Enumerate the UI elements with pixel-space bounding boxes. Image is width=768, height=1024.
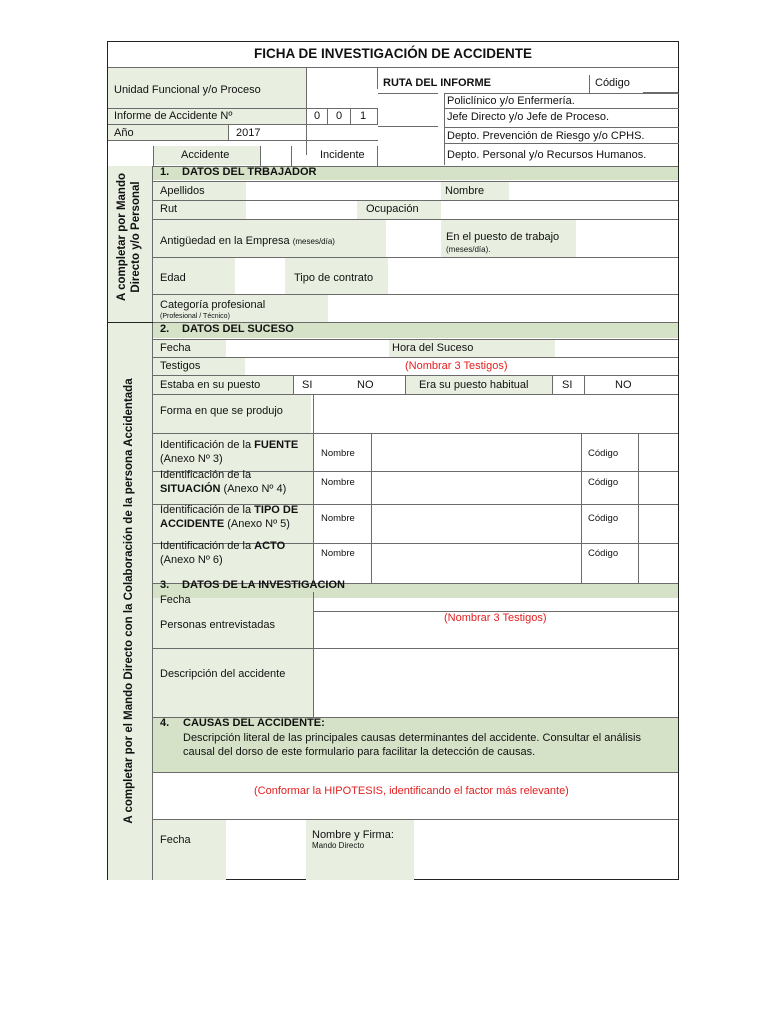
incidente-label: Incidente [320,149,365,161]
rut-field[interactable] [248,201,356,219]
ruta-item-personal: Depto. Personal y/o Recursos Humanos. [447,149,647,161]
fecha-investigacion-field[interactable] [314,598,678,612]
section4-title: CAUSAS DEL ACCIDENTE: [183,717,325,729]
hipotesis-note: (Conformar la HIPOTESIS, identificando el factor más relevante) [254,785,569,797]
accidente-checkbox[interactable] [261,146,291,165]
tipo-accidente-nombre-field[interactable] [372,505,580,543]
descripcion-field[interactable] [314,649,678,717]
acto-nombre-field[interactable] [372,544,580,583]
antiguedad-field[interactable] [388,224,440,256]
habitual-si[interactable]: SI [562,379,573,391]
habitual-no[interactable]: NO [615,379,632,391]
informe-label: Informe de Accidente Nº [114,110,233,122]
acto-anexo: (Anexo Nº 6) [160,554,223,566]
anio-value[interactable]: 2017 [236,127,261,139]
puesto-trabajo-label: En el puesto de trabajo [446,231,560,243]
edad-label: Edad [160,272,186,284]
fecha-firma-label: Fecha [160,834,191,846]
estaba-no[interactable]: NO [357,379,374,391]
unidad-label: Unidad Funcional y/o Proceso [114,84,261,96]
estaba-si[interactable]: SI [302,379,313,391]
hora-suceso-field[interactable] [556,340,678,357]
fuente-nombre-field[interactable] [372,434,580,471]
descripcion-cell [153,649,313,717]
puesto-trabajo-field[interactable] [578,224,678,256]
section4-desc-line1: Descripción literal de las principales causas determinantes del accidente. Consultar el análisis [183,732,641,744]
firma-sub: Mando Directo [312,841,365,850]
acto-nombre-label: Nombre [321,548,355,559]
fuente-codigo-label: Código [588,448,619,459]
tipo-accidente-codigo-field[interactable] [639,505,678,543]
ruta-item-prevencion: Depto. Prevención de Riesgo y/o CPHS. [447,130,645,142]
situacion-codigo-label: Código [588,477,619,488]
tipo-accidente-anexo: ACCIDENTE (Anexo Nº 5) [160,518,290,530]
tipo-contrato-field[interactable] [389,258,678,294]
situacion-label: Identificación de la [160,469,252,481]
form-title: FICHA DE INVESTIGACIÓN DE ACCIDENTE [253,46,532,61]
nombre-label: Nombre [445,185,485,197]
fecha-firma-field[interactable] [228,828,296,880]
personas-label: Personas entrevistadas [160,619,275,631]
categoria-sub: (Profesional / Técnico) [160,313,230,320]
categoria-label: Categoría profesional [160,299,266,311]
section2-title: DATOS DEL SUCESO [182,323,294,335]
firma-field[interactable] [416,828,678,880]
informe-digit-1[interactable]: 0 [313,110,321,122]
side-label-top: A completar por Mando Directo y/o Personal [116,173,142,301]
apellidos-field[interactable] [248,182,440,200]
categoria-field[interactable] [329,300,678,322]
firma-label: Nombre y Firma: [312,829,394,841]
puesto-trabajo-unit: (meses/día). [446,245,491,254]
tipo-contrato-label: Tipo de contrato [294,272,374,284]
informe-digit-3[interactable]: 1 [359,110,367,122]
edad-field[interactable] [236,264,284,294]
tipo-accidente-codigo-label: Código [588,513,619,524]
fuente-label: Identificación de la FUENTE [160,439,299,451]
situacion-nombre-field[interactable] [372,472,580,504]
codigo-label: Código [595,77,630,89]
section4-desc-line2: causal del dorso de este formulario para facilitar la detección de causas. [183,746,536,758]
accident-investigation-form [107,41,679,880]
puesto-habitual-label: Era su puesto habitual [419,379,529,391]
forma-field[interactable] [314,395,678,433]
testigos-note: (Nombrar 3 Testigos) [405,360,508,372]
tipo-accidente-nombre-label: Nombre [321,513,355,524]
section1-number: 1. [160,166,170,178]
situacion-codigo-field[interactable] [639,472,678,504]
fuente-codigo-field[interactable] [639,434,678,471]
hora-suceso-label: Hora del Suceso [392,342,474,354]
estaba-puesto-label: Estaba en su puesto [160,379,261,391]
incidente-checkbox[interactable] [378,146,440,165]
informe-digit-2[interactable]: 0 [335,110,343,122]
antiguedad-label: Antigüedad en la Empresa (meses/día) [160,235,335,247]
anio-label: Año [114,127,134,139]
fecha-investigacion-label: Fecha [160,594,191,606]
testigos-label: Testigos [160,360,201,372]
fuente-nombre-label: Nombre [321,448,355,459]
rut-label: Rut [160,203,178,215]
fuente-anexo: (Anexo Nº 3) [160,453,223,465]
situacion-nombre-label: Nombre [321,477,355,488]
ruta-label: RUTA DEL INFORME [383,77,491,89]
ruta-item-jefe: Jefe Directo y/o Jefe de Proceso. [447,111,610,123]
forma-label: Forma en que se produjo [160,405,283,417]
fecha-suceso-field[interactable] [228,340,388,357]
ruta-item-policlinico: Policlínico y/o Enfermería. [447,95,575,107]
section4-number: 4. [160,717,170,729]
descripcion-label: Descripción del accidente [160,668,286,680]
accidente-label: Accidente [181,149,230,161]
apellidos-label: Apellidos [160,185,205,197]
fecha-firma-cell [153,820,226,880]
acto-label: Identificación de la ACTO [160,540,286,552]
section3-number: 3. [160,579,170,591]
section2-number: 2. [160,323,170,335]
acto-codigo-field[interactable] [639,544,678,583]
ocupacion-label: Ocupación [366,203,419,215]
situacion-anexo: SITUACIÓN (Anexo Nº 4) [160,483,287,495]
causas-field[interactable] [154,773,678,819]
side-label-bottom: A completar por el Mando Directo con la Colaboración de la persona Accidentada [123,378,135,824]
nombre-field[interactable] [510,182,678,200]
personas-note: (Nombrar 3 Testigos) [444,612,547,624]
tipo-accidente-label: Identificación de la TIPO DE [160,504,299,516]
section1-title: DATOS DEL TRBAJADOR [182,166,317,178]
acto-codigo-label: Código [588,548,619,559]
fecha-suceso-label: Fecha [160,342,191,354]
unidad-field[interactable] [307,76,377,108]
ocupacion-field[interactable] [443,201,678,219]
section3-title: DATOS DE LA INVESTIGACION [182,579,345,591]
personas-field[interactable] [314,626,678,646]
